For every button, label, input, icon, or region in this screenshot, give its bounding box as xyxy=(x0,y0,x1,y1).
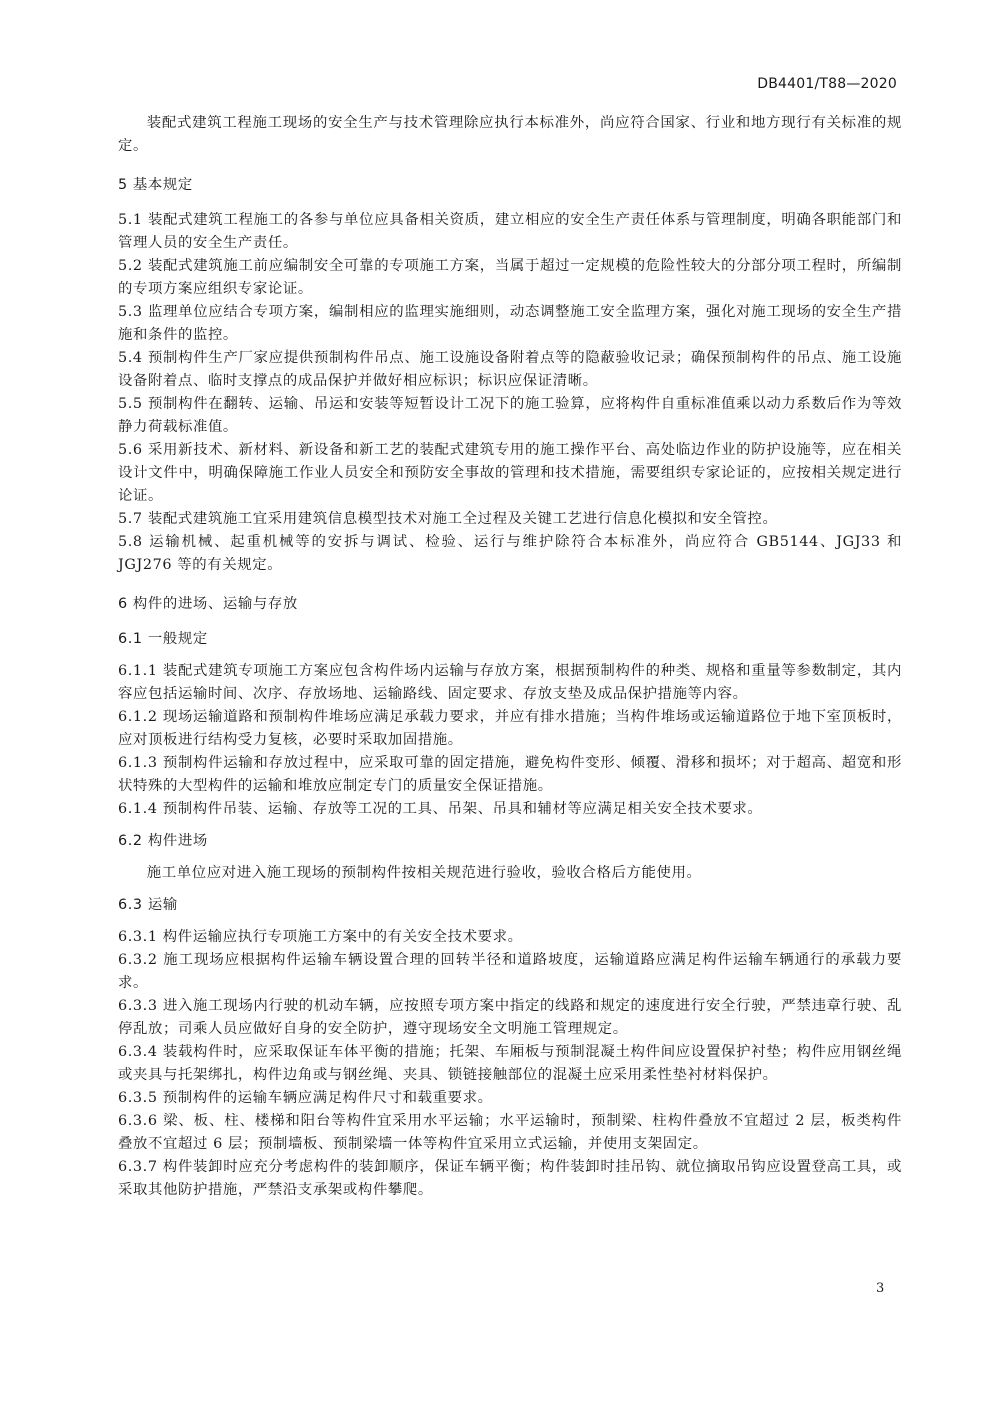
section-5-heading: 5 基本规定 xyxy=(118,177,193,193)
page-body xyxy=(118,112,902,1202)
clause-6-2-text: 施工单位应对进入施工现场的预制构件按相关规范进行验收，验收合格后方能使用。 xyxy=(146,865,702,881)
clause-6-3-2: 6.3.2 施工现场应根据构件运输车辆设置合理的回转半径和道路坡度，运输道路应满足构件运输车辆通行的承载力要求。 xyxy=(118,952,902,991)
clause-5-2: 5.2 装配式建筑施工前应编制安全可靠的专项施工方案，当属于超过一定规模的危险性较大的分部分项工程时，所编制的专项方案应组织专家论证。 xyxy=(118,258,902,297)
clause-6-1-2: 6.1.2 现场运输道路和预制构件堆场应满足承载力要求，并应有排水措施；当构件堆场或运输道路位于地下室顶板时，应对顶板进行结构受力复核，必要时采取加固措施。 xyxy=(118,709,902,748)
clause-6-1-3: 6.1.3 预制构件运输和存放过程中，应采取可靠的固定措施，避免构件变形、倾覆、滑移和损坏；对于超高、超宽和形状特殊的大型构件的运输和堆放应制定专门的质量安全保证措施。 xyxy=(118,755,902,794)
clause-6-3-7: 6.3.7 构件装卸时应充分考虑构件的装卸顺序，保证车辆平衡；构件装卸时挂吊钩、就位摘取吊钩应设置登高工具，或采取其他防护措施，严禁沿支承架或构件攀爬。 xyxy=(118,1159,902,1198)
section-6-2-heading: 6.2 构件进场 xyxy=(118,833,208,849)
document-code: DB4401/T88—2020 xyxy=(757,76,897,92)
clause-5-1: 5.1 装配式建筑工程施工的各参与单位应具备相关资质，建立相应的安全生产责任体系与管理制度，明确各职能部门和管理人员的安全生产责任。 xyxy=(118,212,902,251)
clause-6-3-1: 6.3.1 构件运输应执行专项施工方案中的有关安全技术要求。 xyxy=(118,929,523,945)
section-6-heading: 6 构件的进场、运输与存放 xyxy=(118,596,298,612)
page-number: 3 xyxy=(876,1281,885,1296)
clause-5-4: 5.4 预制构件生产厂家应提供预制构件吊点、施工设施设备附着点等的隐蔽验收记录；确保预制构件的吊点、施工设施设备附着点、临时支撑点的成品保护并做好相应标识；标识应保证清晰。 xyxy=(118,350,902,389)
clause-5-6: 5.6 采用新技术、新材料、新设备和新工艺的装配式建筑专用的施工操作平台、高处临边作业的防护设施等，应在相关设计文件中，明确保障施工作业人员安全和预防安全事故的管理和技术措施，需要组织专家论证的，应按相关规定进行论证。 xyxy=(118,442,902,504)
clause-6-1-1: 6.1.1 装配式建筑专项施工方案应包含构件场内运输与存放方案，根据预制构件的种类、规格和重量等参数制定，其内容应包括运输时间、次序、存放场地、运输路线、固定要求、存放支垫及成品保护措施等内容。 xyxy=(118,663,902,702)
clause-6-3-4: 6.3.4 装载构件时，应采取保证车体平衡的措施；托架、车厢板与预制混凝土构件间应设置保护衬垫；构件应用钢丝绳或夹具与托架绑扎，构件边角或与钢丝绳、夹具、锁链接触部位的混凝土应采用柔性垫衬材料保护。 xyxy=(118,1044,902,1083)
clause-6-1-4: 6.1.4 预制构件吊装、运输、存放等工况的工具、吊架、吊具和辅材等应满足相关安全技术要求。 xyxy=(118,801,763,817)
clause-6-3-6: 6.3.6 梁、板、柱、楼梯和阳台等构件宜采用水平运输；水平运输时，预制梁、柱构件叠放不宜超过 2 层，板类构件叠放不宜超过 6 层；预制墙板、预制梁墙一体等构件宜采用立式运输，并使用支架固定。 xyxy=(118,1113,902,1152)
clause-5-7: 5.7 装配式建筑施工宜采用建筑信息模型技术对施工全过程及关键工艺进行信息化模拟和安全管控。 xyxy=(118,511,778,527)
clause-5-8: 5.8 运输机械、起重机械等的安拆与调试、检验、运行与维护除符合本标准外，尚应符合 GB5144、JGJ33 和 JGJ276 等的有关规定。 xyxy=(118,534,902,573)
section-6-1-heading: 6.1 一般规定 xyxy=(118,631,208,647)
clause-6-3-3: 6.3.3 进入施工现场内行驶的机动车辆，应按照专项方案中指定的线路和规定的速度进行安全行驶，严禁违章行驶、乱停乱放；司乘人员应做好自身的安全防护，遵守现场安全文明施工管理规定。 xyxy=(118,998,902,1037)
clause-5-5: 5.5 预制构件在翻转、运输、吊运和安装等短暂设计工况下的施工验算，应将构件自重标准值乘以动力系数后作为等效静力荷载标准值。 xyxy=(118,396,902,435)
section-6-3-heading: 6.3 运输 xyxy=(118,897,178,913)
clause-6-3-5: 6.3.5 预制构件的运输车辆应满足构件尺寸和载重要求。 xyxy=(118,1090,493,1106)
clause-5-3: 5.3 监理单位应结合专项方案，编制相应的监理实施细则，动态调整施工安全监理方案，强化对施工现场的安全生产措施和条件的监控。 xyxy=(118,304,902,343)
intro-paragraph: 装配式建筑工程施工现场的安全生产与技术管理除应执行本标准外，尚应符合国家、行业和地方现行有关标准的规定。 xyxy=(118,115,902,154)
